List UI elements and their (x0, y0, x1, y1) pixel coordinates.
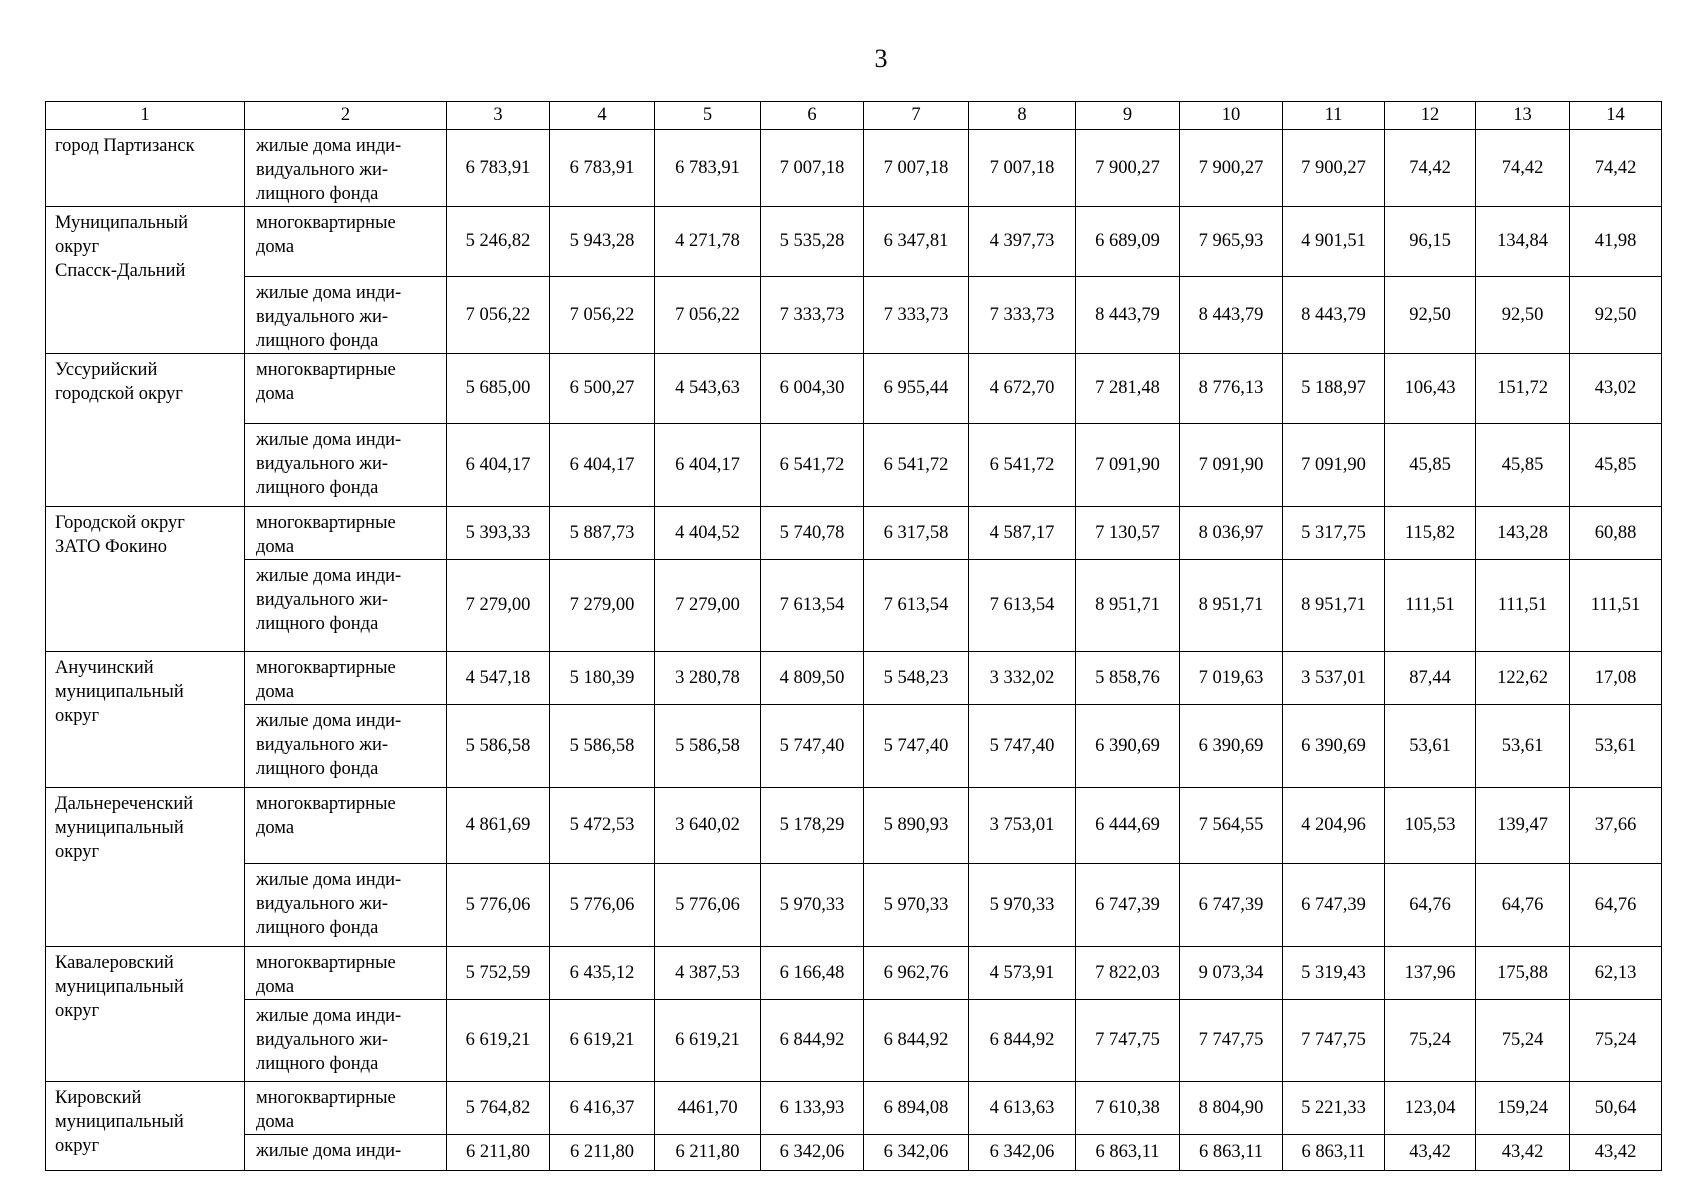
housing-type-line: жилые дома инди- (256, 870, 402, 890)
region-name-line: ЗАТО Фокино (55, 537, 167, 557)
column-number: 4 (550, 102, 655, 130)
housing-type-line: лищного фонда (256, 184, 379, 204)
column-number-row (46, 102, 1662, 130)
value-cell: 7 747,75 (1283, 1000, 1385, 1082)
value-cell: 4 587,17 (969, 507, 1076, 560)
column-number: 5 (655, 102, 761, 130)
value-cell: 137,96 (1385, 947, 1476, 1000)
value-cell: 6 133,93 (761, 1082, 864, 1135)
tariff-table (45, 101, 1662, 1171)
region-name-line: Городской округ (55, 513, 185, 533)
value-cell: 5 776,06 (550, 864, 655, 947)
housing-type-line: многоквартирные (256, 360, 396, 380)
column-number: 3 (447, 102, 550, 130)
value-cell: 5 943,28 (550, 207, 655, 277)
region-cell (46, 354, 245, 507)
value-cell: 5 472,53 (550, 788, 655, 864)
table-row (46, 207, 1662, 277)
housing-type-line: видуального жи- (256, 894, 389, 914)
value-cell: 6 211,80 (447, 1135, 550, 1171)
value-cell: 6 747,39 (1283, 864, 1385, 947)
housing-type-line: дома (256, 237, 295, 257)
value-cell: 5 970,33 (761, 864, 864, 947)
column-number: 1 (46, 102, 245, 130)
region-name-line: Дальнереченский (55, 794, 194, 814)
value-cell: 6 894,08 (864, 1082, 969, 1135)
value-cell: 8 443,79 (1283, 277, 1385, 354)
value-cell: 6 435,12 (550, 947, 655, 1000)
value-cell: 92,50 (1570, 277, 1662, 354)
value-cell: 5 319,43 (1283, 947, 1385, 1000)
value-cell: 45,85 (1570, 424, 1662, 507)
column-number: 13 (1476, 102, 1570, 130)
value-cell: 6 342,06 (969, 1135, 1076, 1171)
housing-type-line: жилые дома инди- (256, 430, 402, 450)
value-cell: 7 007,18 (761, 130, 864, 207)
region-name-line: округ (55, 842, 100, 862)
value-cell: 6 541,72 (864, 424, 969, 507)
housing-type-line: видуального жи- (256, 160, 389, 180)
value-cell: 74,42 (1476, 130, 1570, 207)
value-cell: 5 747,40 (969, 705, 1076, 788)
value-cell: 4 543,63 (655, 354, 761, 424)
value-cell: 6 317,58 (864, 507, 969, 560)
table-row (46, 652, 1662, 705)
table-row (46, 705, 1662, 788)
value-cell: 105,53 (1385, 788, 1476, 864)
housing-type-line: видуального жи- (256, 1030, 389, 1050)
housing-type-line: многоквартирные (256, 794, 396, 814)
value-cell: 75,24 (1570, 1000, 1662, 1082)
housing-type-line: дома (256, 537, 295, 557)
value-cell: 5 221,33 (1283, 1082, 1385, 1135)
table-row (46, 864, 1662, 947)
value-cell: 6 747,39 (1180, 864, 1283, 947)
value-cell: 111,51 (1570, 560, 1662, 652)
value-cell: 4 547,18 (447, 652, 550, 705)
value-cell: 6 404,17 (655, 424, 761, 507)
value-cell: 5 586,58 (655, 705, 761, 788)
region-cell (46, 652, 245, 788)
value-cell: 7 900,27 (1283, 130, 1385, 207)
housing-type-cell (245, 560, 447, 652)
housing-type-line: жилые дома инди- (256, 1141, 402, 1161)
housing-type-line: жилые дома инди- (256, 283, 402, 303)
column-number: 14 (1570, 102, 1662, 130)
value-cell: 45,85 (1385, 424, 1476, 507)
value-cell: 37,66 (1570, 788, 1662, 864)
value-cell: 60,88 (1570, 507, 1662, 560)
value-cell: 8 804,90 (1180, 1082, 1283, 1135)
housing-type-cell (245, 277, 447, 354)
value-cell: 8 776,13 (1180, 354, 1283, 424)
value-cell: 6 783,91 (655, 130, 761, 207)
value-cell: 7 822,03 (1076, 947, 1180, 1000)
housing-type-line: жилые дома инди- (256, 566, 402, 586)
housing-type-cell (245, 130, 447, 207)
housing-type-line: лищного фонда (256, 759, 379, 779)
table-row (46, 1082, 1662, 1135)
region-name-line: Уссурийский (55, 360, 158, 380)
value-cell: 7 056,22 (550, 277, 655, 354)
value-cell: 7 281,48 (1076, 354, 1180, 424)
value-cell: 6 444,69 (1076, 788, 1180, 864)
value-cell: 7 613,54 (761, 560, 864, 652)
column-number: 2 (245, 102, 447, 130)
region-name-line: Анучинский (55, 658, 154, 678)
value-cell: 7 747,75 (1180, 1000, 1283, 1082)
value-cell: 6 619,21 (550, 1000, 655, 1082)
value-cell: 45,85 (1476, 424, 1570, 507)
housing-type-cell (245, 947, 447, 1000)
housing-type-line: многоквартирные (256, 513, 396, 533)
housing-type-line: лищного фонда (256, 478, 379, 498)
value-cell: 8 951,71 (1283, 560, 1385, 652)
value-cell: 53,61 (1385, 705, 1476, 788)
housing-type-line: многоквартирные (256, 658, 396, 678)
value-cell: 7 610,38 (1076, 1082, 1180, 1135)
table-row (46, 560, 1662, 652)
value-cell: 6 619,21 (447, 1000, 550, 1082)
value-cell: 7 056,22 (655, 277, 761, 354)
value-cell: 5 970,33 (864, 864, 969, 947)
value-cell: 53,61 (1570, 705, 1662, 788)
column-number: 6 (761, 102, 864, 130)
value-cell: 5 586,58 (447, 705, 550, 788)
value-cell: 115,82 (1385, 507, 1476, 560)
value-cell: 6 863,11 (1283, 1135, 1385, 1171)
column-number: 12 (1385, 102, 1476, 130)
region-name-line: Спасск-Дальний (55, 261, 186, 281)
value-cell: 5 764,82 (447, 1082, 550, 1135)
value-cell: 6 844,92 (864, 1000, 969, 1082)
value-cell: 7 333,73 (864, 277, 969, 354)
column-number: 9 (1076, 102, 1180, 130)
value-cell: 4 861,69 (447, 788, 550, 864)
region-name-line: округ (55, 237, 100, 257)
housing-type-line: дома (256, 1112, 295, 1132)
value-cell: 139,47 (1476, 788, 1570, 864)
value-cell: 7 279,00 (655, 560, 761, 652)
housing-type-line: видуального жи- (256, 307, 389, 327)
value-cell: 7 613,54 (864, 560, 969, 652)
value-cell: 3 640,02 (655, 788, 761, 864)
value-cell: 6 390,69 (1076, 705, 1180, 788)
value-cell: 7 900,27 (1180, 130, 1283, 207)
region-name-line: Кавалеровский (55, 953, 174, 973)
region-cell (46, 130, 245, 207)
housing-type-line: многоквартирные (256, 1088, 396, 1108)
region-name-line: Кировский (55, 1088, 142, 1108)
value-cell: 7 613,54 (969, 560, 1076, 652)
value-cell: 111,51 (1385, 560, 1476, 652)
value-cell: 6 004,30 (761, 354, 864, 424)
value-cell: 4 672,70 (969, 354, 1076, 424)
value-cell: 5 858,76 (1076, 652, 1180, 705)
value-cell: 175,88 (1476, 947, 1570, 1000)
table-row (46, 277, 1662, 354)
housing-type-line: дома (256, 818, 295, 838)
value-cell: 5 246,82 (447, 207, 550, 277)
value-cell: 5 887,73 (550, 507, 655, 560)
table-row (46, 788, 1662, 864)
value-cell: 5 970,33 (969, 864, 1076, 947)
value-cell: 7 747,75 (1076, 1000, 1180, 1082)
value-cell: 134,84 (1476, 207, 1570, 277)
region-name-line: Муниципальный (55, 213, 189, 233)
value-cell: 17,08 (1570, 652, 1662, 705)
region-name-line: округ (55, 1136, 100, 1156)
housing-type-line: жилые дома инди- (256, 711, 402, 731)
value-cell: 62,13 (1570, 947, 1662, 1000)
value-cell: 5 178,29 (761, 788, 864, 864)
value-cell: 5 535,28 (761, 207, 864, 277)
value-cell: 8 951,71 (1076, 560, 1180, 652)
value-cell: 92,50 (1476, 277, 1570, 354)
value-cell: 75,24 (1385, 1000, 1476, 1082)
value-cell: 6 342,06 (864, 1135, 969, 1171)
value-cell: 5 747,40 (864, 705, 969, 788)
value-cell: 53,61 (1476, 705, 1570, 788)
table-row (46, 424, 1662, 507)
value-cell: 3 280,78 (655, 652, 761, 705)
value-cell: 7 007,18 (969, 130, 1076, 207)
value-cell: 6 747,39 (1076, 864, 1180, 947)
value-cell: 3 753,01 (969, 788, 1076, 864)
value-cell: 7 279,00 (447, 560, 550, 652)
housing-type-cell (245, 507, 447, 560)
value-cell: 7 130,57 (1076, 507, 1180, 560)
value-cell: 7 007,18 (864, 130, 969, 207)
value-cell: 151,72 (1476, 354, 1570, 424)
value-cell: 5 548,23 (864, 652, 969, 705)
housing-type-cell (245, 1082, 447, 1135)
value-cell: 74,42 (1570, 130, 1662, 207)
housing-type-cell (245, 652, 447, 705)
value-cell: 143,28 (1476, 507, 1570, 560)
housing-type-cell (245, 354, 447, 424)
region-name-line: округ (55, 706, 100, 726)
housing-type-cell (245, 424, 447, 507)
value-cell: 7 091,90 (1283, 424, 1385, 507)
value-cell: 7 333,73 (969, 277, 1076, 354)
region-name-line: округ (55, 1001, 100, 1021)
housing-type-cell (245, 1000, 447, 1082)
value-cell: 4 573,91 (969, 947, 1076, 1000)
housing-type-cell (245, 705, 447, 788)
value-cell: 5 586,58 (550, 705, 655, 788)
table-body (46, 130, 1662, 1171)
table-row (46, 1000, 1662, 1082)
value-cell: 7 279,00 (550, 560, 655, 652)
table-row (46, 354, 1662, 424)
value-cell: 74,42 (1385, 130, 1476, 207)
value-cell: 5 752,59 (447, 947, 550, 1000)
value-cell: 8 443,79 (1076, 277, 1180, 354)
region-name-line: муниципальный (55, 818, 184, 838)
value-cell: 3 332,02 (969, 652, 1076, 705)
housing-type-line: видуального жи- (256, 454, 389, 474)
value-cell: 6 390,69 (1180, 705, 1283, 788)
housing-type-line: видуального жи- (256, 735, 389, 755)
value-cell: 7 900,27 (1076, 130, 1180, 207)
table-row (46, 507, 1662, 560)
value-cell: 5 890,93 (864, 788, 969, 864)
value-cell: 43,42 (1476, 1135, 1570, 1171)
value-cell: 6 962,76 (864, 947, 969, 1000)
value-cell: 43,02 (1570, 354, 1662, 424)
value-cell: 6 404,17 (550, 424, 655, 507)
housing-type-line: лищного фонда (256, 614, 379, 634)
value-cell: 7 333,73 (761, 277, 864, 354)
value-cell: 43,42 (1570, 1135, 1662, 1171)
value-cell: 111,51 (1476, 560, 1570, 652)
table-row (46, 947, 1662, 1000)
value-cell: 6 211,80 (550, 1135, 655, 1171)
value-cell: 6 541,72 (761, 424, 864, 507)
value-cell: 6 844,92 (969, 1000, 1076, 1082)
value-cell: 50,64 (1570, 1082, 1662, 1135)
column-number: 11 (1283, 102, 1385, 130)
column-number: 8 (969, 102, 1076, 130)
value-cell: 64,76 (1385, 864, 1476, 947)
column-number: 10 (1180, 102, 1283, 130)
value-cell: 5 685,00 (447, 354, 550, 424)
region-name-line: муниципальный (55, 1112, 184, 1132)
value-cell: 122,62 (1476, 652, 1570, 705)
housing-type-line: многоквартирные (256, 213, 396, 233)
value-cell: 4 397,73 (969, 207, 1076, 277)
value-cell: 96,15 (1385, 207, 1476, 277)
value-cell: 3 537,01 (1283, 652, 1385, 705)
value-cell: 5 180,39 (550, 652, 655, 705)
value-cell: 6 347,81 (864, 207, 969, 277)
value-cell: 5 188,97 (1283, 354, 1385, 424)
value-cell: 4 204,96 (1283, 788, 1385, 864)
value-cell: 6 500,27 (550, 354, 655, 424)
value-cell: 7 091,90 (1180, 424, 1283, 507)
value-cell: 5 317,75 (1283, 507, 1385, 560)
value-cell: 6 416,37 (550, 1082, 655, 1135)
value-cell: 4 271,78 (655, 207, 761, 277)
value-cell: 106,43 (1385, 354, 1476, 424)
value-cell: 64,76 (1570, 864, 1662, 947)
housing-type-line: лищного фонда (256, 1054, 379, 1074)
value-cell: 4 404,52 (655, 507, 761, 560)
region-name-line: муниципальный (55, 977, 184, 997)
column-number: 7 (864, 102, 969, 130)
value-cell: 4 387,53 (655, 947, 761, 1000)
region-cell (46, 947, 245, 1082)
value-cell: 6 166,48 (761, 947, 864, 1000)
value-cell: 8 036,97 (1180, 507, 1283, 560)
value-cell: 6 955,44 (864, 354, 969, 424)
region-name-line: город Партизанск (55, 136, 195, 156)
value-cell: 6 783,91 (550, 130, 655, 207)
housing-type-cell (245, 1135, 447, 1171)
region-cell (46, 507, 245, 652)
value-cell: 7 965,93 (1180, 207, 1283, 277)
value-cell: 6 342,06 (761, 1135, 864, 1171)
value-cell: 64,76 (1476, 864, 1570, 947)
region-name-line: городской округ (55, 384, 183, 404)
value-cell: 6 783,91 (447, 130, 550, 207)
value-cell: 6 863,11 (1180, 1135, 1283, 1171)
housing-type-line: жилые дома инди- (256, 1006, 402, 1026)
housing-type-cell (245, 788, 447, 864)
value-cell: 8 443,79 (1180, 277, 1283, 354)
region-cell (46, 207, 245, 354)
value-cell: 6 211,80 (655, 1135, 761, 1171)
value-cell: 75,24 (1476, 1000, 1570, 1082)
value-cell: 92,50 (1385, 277, 1476, 354)
region-name-line: муниципальный (55, 682, 184, 702)
value-cell: 4461,70 (655, 1082, 761, 1135)
value-cell: 43,42 (1385, 1135, 1476, 1171)
value-cell: 5 776,06 (655, 864, 761, 947)
value-cell: 7 091,90 (1076, 424, 1180, 507)
region-cell (46, 788, 245, 947)
value-cell: 6 390,69 (1283, 705, 1385, 788)
value-cell: 5 776,06 (447, 864, 550, 947)
value-cell: 4 901,51 (1283, 207, 1385, 277)
value-cell: 5 747,40 (761, 705, 864, 788)
housing-type-line: многоквартирные (256, 953, 396, 973)
value-cell: 5 740,78 (761, 507, 864, 560)
table-row (46, 130, 1662, 207)
value-cell: 6 619,21 (655, 1000, 761, 1082)
housing-type-cell (245, 864, 447, 947)
value-cell: 7 019,63 (1180, 652, 1283, 705)
value-cell: 4 809,50 (761, 652, 864, 705)
housing-type-line: дома (256, 977, 295, 997)
housing-type-line: видуального жи- (256, 590, 389, 610)
value-cell: 7 056,22 (447, 277, 550, 354)
value-cell: 7 564,55 (1180, 788, 1283, 864)
value-cell: 123,04 (1385, 1082, 1476, 1135)
housing-type-line: дома (256, 682, 295, 702)
page-number: 3 (874, 44, 888, 73)
value-cell: 6 404,17 (447, 424, 550, 507)
value-cell: 41,98 (1570, 207, 1662, 277)
value-cell: 9 073,34 (1180, 947, 1283, 1000)
housing-type-line: лищного фонда (256, 918, 379, 938)
region-cell (46, 1082, 245, 1171)
housing-type-cell (245, 207, 447, 277)
housing-type-line: лищного фонда (256, 331, 379, 351)
value-cell: 8 951,71 (1180, 560, 1283, 652)
table-row (46, 1135, 1662, 1171)
housing-type-line: жилые дома инди- (256, 136, 402, 156)
value-cell: 6 689,09 (1076, 207, 1180, 277)
value-cell: 6 863,11 (1076, 1135, 1180, 1171)
value-cell: 6 541,72 (969, 424, 1076, 507)
value-cell: 6 844,92 (761, 1000, 864, 1082)
value-cell: 5 393,33 (447, 507, 550, 560)
housing-type-line: дома (256, 384, 295, 404)
value-cell: 87,44 (1385, 652, 1476, 705)
value-cell: 159,24 (1476, 1082, 1570, 1135)
value-cell: 4 613,63 (969, 1082, 1076, 1135)
